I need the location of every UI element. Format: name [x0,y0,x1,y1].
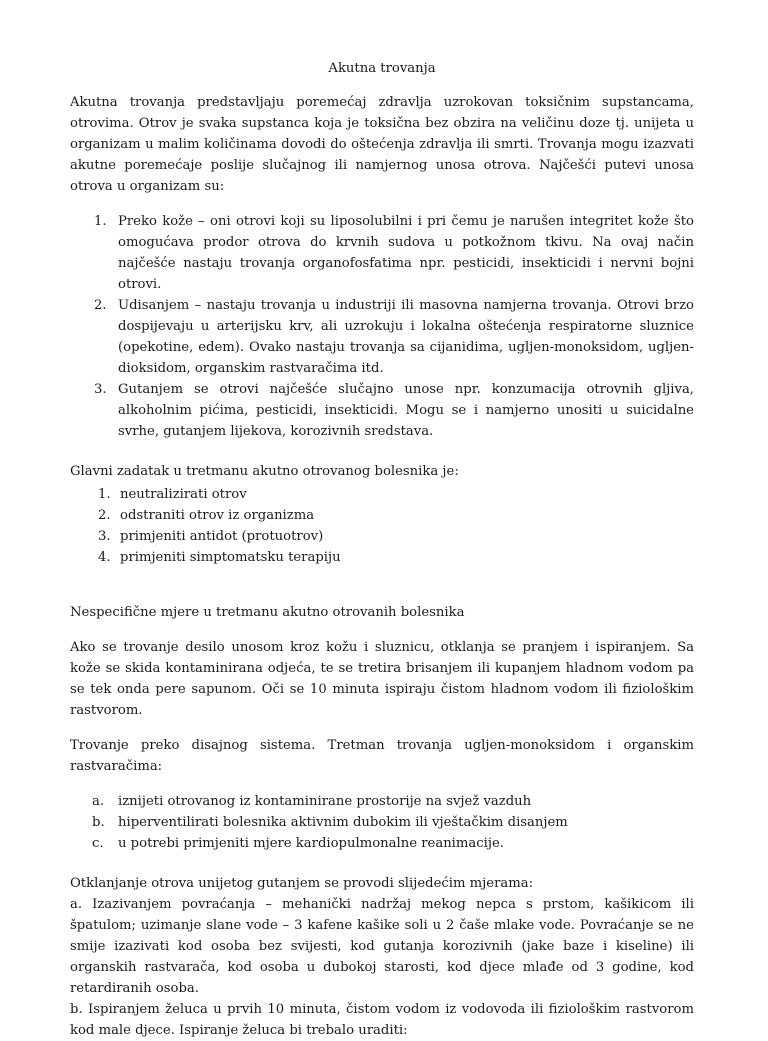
ingestion-heading: Otklanjanje otrova unijetog gutanjem se provodi slijedećim mjerama: [70,876,534,891]
document-page [70,58,694,1041]
goals-heading: Glavni zadatak u tretmanu akutno otrovanog bolesnika je: [70,464,459,479]
list-item-text: Preko kože – oni otrovi koji su liposolubilni i pri čemu je narušen integritet kože što omogućava prodor otrova do krvnih sudova u potkožnom tkivu. Na ovaj način najčešće nastaju trovanja organofosfatima npr. pesticidi, insekticidi i nervni bojni otrovi. [118,214,694,292]
list-number: 3. [94,382,107,397]
list-number: 3. [98,529,111,544]
respiratory-steps-list [70,791,694,854]
skin-treatment-paragraph: Ako se trovanje desilo unosom kroz kožu i sluznicu, otklanja se pranjem i ispiranjem. Sa kože se skida kontaminirana odjeća, te se tretira brisanjem ili kupanjem hladnom vodom pa se tek onda pere sapunom. Oči se 10 minuta ispiraju čistom hladnom vodom ili fiziološkim rastvorom. [70,640,694,718]
list-item-text: hiperventilirati bolesnika aktivnim dubokim ili vještačkim disanjem [118,815,568,830]
list-item [70,791,694,812]
list-number: 2. [98,508,111,523]
document-title: Akutna trovanja [328,61,436,76]
list-item-text: u potrebi primjeniti mjere kardiopulmonalne reanimacije. [118,836,504,851]
list-number: 1. [98,487,111,502]
list-item-text: iznijeti otrovanog iz kontaminirane prostorije na svjež vazduh [118,794,532,809]
list-item [70,526,694,547]
intro-paragraph: Akutna trovanja predstavljaju poremećaj zdravlja uzrokovan toksičnim supstancama, otrovima. Otrov je svaka supstanca koja je toksična bez obzira na veličinu doze tj. unijeta u organizam u malim količinama dovodi do oštećenja zdravlja ili smrti. Trovanja mogu izazvati akutne poremećaje poslije slučajnog ili namjernog unosa otrova. Najčešći putevi unosa otrova u organizam su: [70,95,694,194]
list-item [70,547,694,568]
list-item [70,379,694,442]
list-item [70,211,694,295]
treatment-goals-list [70,484,694,568]
ingestion-step-a: a. Izazivanjem povraćanja – mehanički nadržaj mekog nepca s prstom, kašikicom ili špatulom; uzimanje slane vode – 3 kafene kašike soli u 2 čaše mlake vode. Povraćanje se ne smije izazivati kod osoba bez svijesti, kod gutanja korozivnih (jake baze i kiseline) ili organskih rastvarača, kod osoba u dubokoj starosti, kod djece mlađe od 3 godine, kod retardiranih osoba. [70,897,694,996]
list-item [70,833,694,854]
list-item [70,295,694,379]
respiratory-paragraph-line-1: Trovanje preko disajnog sistema. Tretman trovanja ugljen-monoksidom i organskim [70,738,694,753]
list-item-text: Udisanjem – nastaju trovanja u industriji ili masovna namjerna trovanja. Otrovi brzo dospijevaju u arterijsku krv, ali uzrokuju i lokalna oštećenja respiratorne sluznice (opekotine, edem). Ovako nastaju trovanja sa cijanidima, ugljen-monoksidom, ugljen-dioksidom, organskim rastvaračima itd. [118,298,694,376]
section-heading: Nespecifične mjere u tretmanu akutno otrovanih bolesnika [70,605,465,620]
list-letter: b. [92,815,105,830]
list-number: 2. [94,298,107,313]
list-item-text: odstraniti otrov iz organizma [120,508,315,523]
ingestion-step-b: b. Ispiranjem želuca u prvih 10 minuta, čistom vodom iz vodovoda ili fiziološkim rastvorom kod male djece. Ispiranje želuca bi trebalo uraditi: [70,1002,694,1038]
list-letter: a. [92,794,105,809]
list-letter: c. [92,836,104,851]
list-item [70,505,694,526]
intake-routes-list [70,211,694,442]
list-item [70,484,694,505]
list-item-text: primjeniti simptomatsku terapiju [120,550,341,565]
list-number: 1. [94,214,107,229]
list-item-text: Gutanjem se otrovi najčešće slučajno unose npr. konzumacija otrovnih gljiva, alkoholnim pićima, pesticidi, insekticidi. Mogu se i namjerno unositi u suicidalne svrhe, gutanjem lijekova, korozivnih sredstava. [118,382,694,439]
respiratory-paragraph-line-2: rastvaračima: [70,759,163,774]
list-number: 4. [98,550,111,565]
list-item [70,812,694,833]
list-item-text: neutralizirati otrov [120,487,247,502]
list-item-text: primjeniti antidot (protuotrov) [120,529,324,544]
